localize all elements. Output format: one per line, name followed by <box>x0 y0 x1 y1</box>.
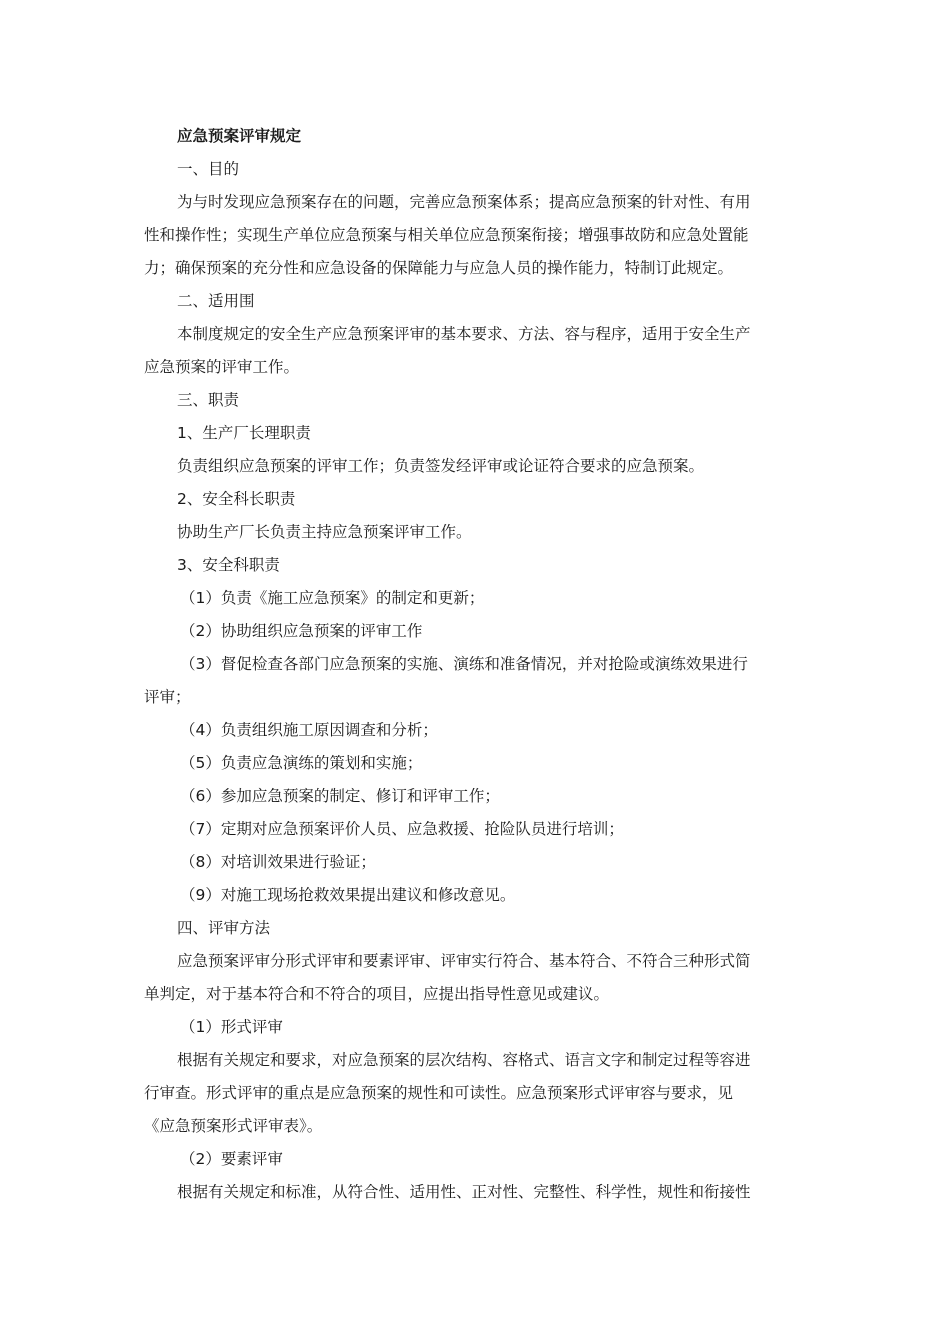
text-line: 本制度规定的安全生产应急预案评审的基本要求、方法、容与程序，适用于安全生产 <box>177 325 751 343</box>
text-line: 根据有关规定和要求，对应急预案的层次结构、容格式、语言文字和制定过程等容进 <box>177 1051 751 1069</box>
text-line: （3）督促检查各部门应急预案的实施、演练和准备情况，并对抢险或演练效果进行 <box>180 655 748 673</box>
section-3-1-heading: 1、生产厂长理职责 <box>177 424 311 442</box>
text-line: 应急预案的评审工作。 <box>144 358 300 376</box>
section-4-heading: 四、评审方法 <box>177 919 271 937</box>
section-3-3-heading: 3、安全科职责 <box>177 556 280 574</box>
list-item: （8）对培训效果进行验证； <box>180 853 376 871</box>
section-1-heading: 一、目的 <box>177 160 240 178</box>
text-line: 单判定，对于基本符合和不符合的项目，应提出指导性意见或建议。 <box>144 985 610 1003</box>
text-line: 力；确保预案的充分性和应急设备的保障能力与应急人员的操作能力，特制订此规定。 <box>144 259 734 277</box>
list-item <box>144 648 806 714</box>
section-2-paragraph <box>144 318 806 384</box>
section-4-1-heading: （1）形式评审 <box>180 1018 283 1036</box>
list-item: （9）对施工现场抢救效果提出建议和修改意见。 <box>180 886 516 904</box>
section-4-2-paragraph <box>144 1176 806 1209</box>
text-line: 行审查。形式评审的重点是应急预案的规性和可读性。应急预案形式评审容与要求，见 <box>144 1084 734 1102</box>
list-item: （7）定期对应急预案评价人员、应急救援、抢险队员进行培训； <box>180 820 624 838</box>
list-item: （1）负责《施工应急预案》的制定和更新； <box>180 589 485 607</box>
list-item: （6）参加应急预案的制定、修订和评审工作； <box>180 787 500 805</box>
text-line: 评审； <box>144 688 191 706</box>
section-4-paragraph <box>144 945 806 1011</box>
text-line: 根据有关规定和标准，从符合性、适用性、正对性、完整性、科学性，规性和衔接性 <box>177 1183 751 1201</box>
document-body <box>144 120 806 1209</box>
section-3-heading: 三、职责 <box>177 391 240 409</box>
section-2-heading: 二、适用围 <box>177 292 255 310</box>
section-4-2-heading: （2）要素评审 <box>180 1150 283 1168</box>
section-3-2-text: 协助生产厂长负责主持应急预案评审工作。 <box>177 523 472 541</box>
document-title: 应急预案评审规定 <box>177 127 302 145</box>
text-line: 为与时发现应急预案存在的问题，完善应急预案体系；提高应急预案的针对性、有用 <box>177 193 751 211</box>
list-item: （2）协助组织应急预案的评审工作 <box>180 622 423 640</box>
text-line: 应急预案评审分形式评审和要素评审、评审实行符合、基本符合、不符合三种形式简 <box>177 952 751 970</box>
list-item: （4）负责组织施工原因调查和分析； <box>180 721 438 739</box>
text-line: 《应急预案形式评审表》。 <box>144 1117 323 1135</box>
section-3-2-heading: 2、安全科长职责 <box>177 490 296 508</box>
list-item: （5）负责应急演练的策划和实施； <box>180 754 423 772</box>
section-4-1-paragraph <box>144 1044 806 1143</box>
section-3-1-text: 负责组织应急预案的评审工作；负责签发经评审或论证符合要求的应急预案。 <box>177 457 705 475</box>
text-line: 性和操作性；实现生产单位应急预案与相关单位应急预案衔接；增强事故防和应急处置能 <box>144 226 749 244</box>
section-1-paragraph <box>144 186 806 285</box>
